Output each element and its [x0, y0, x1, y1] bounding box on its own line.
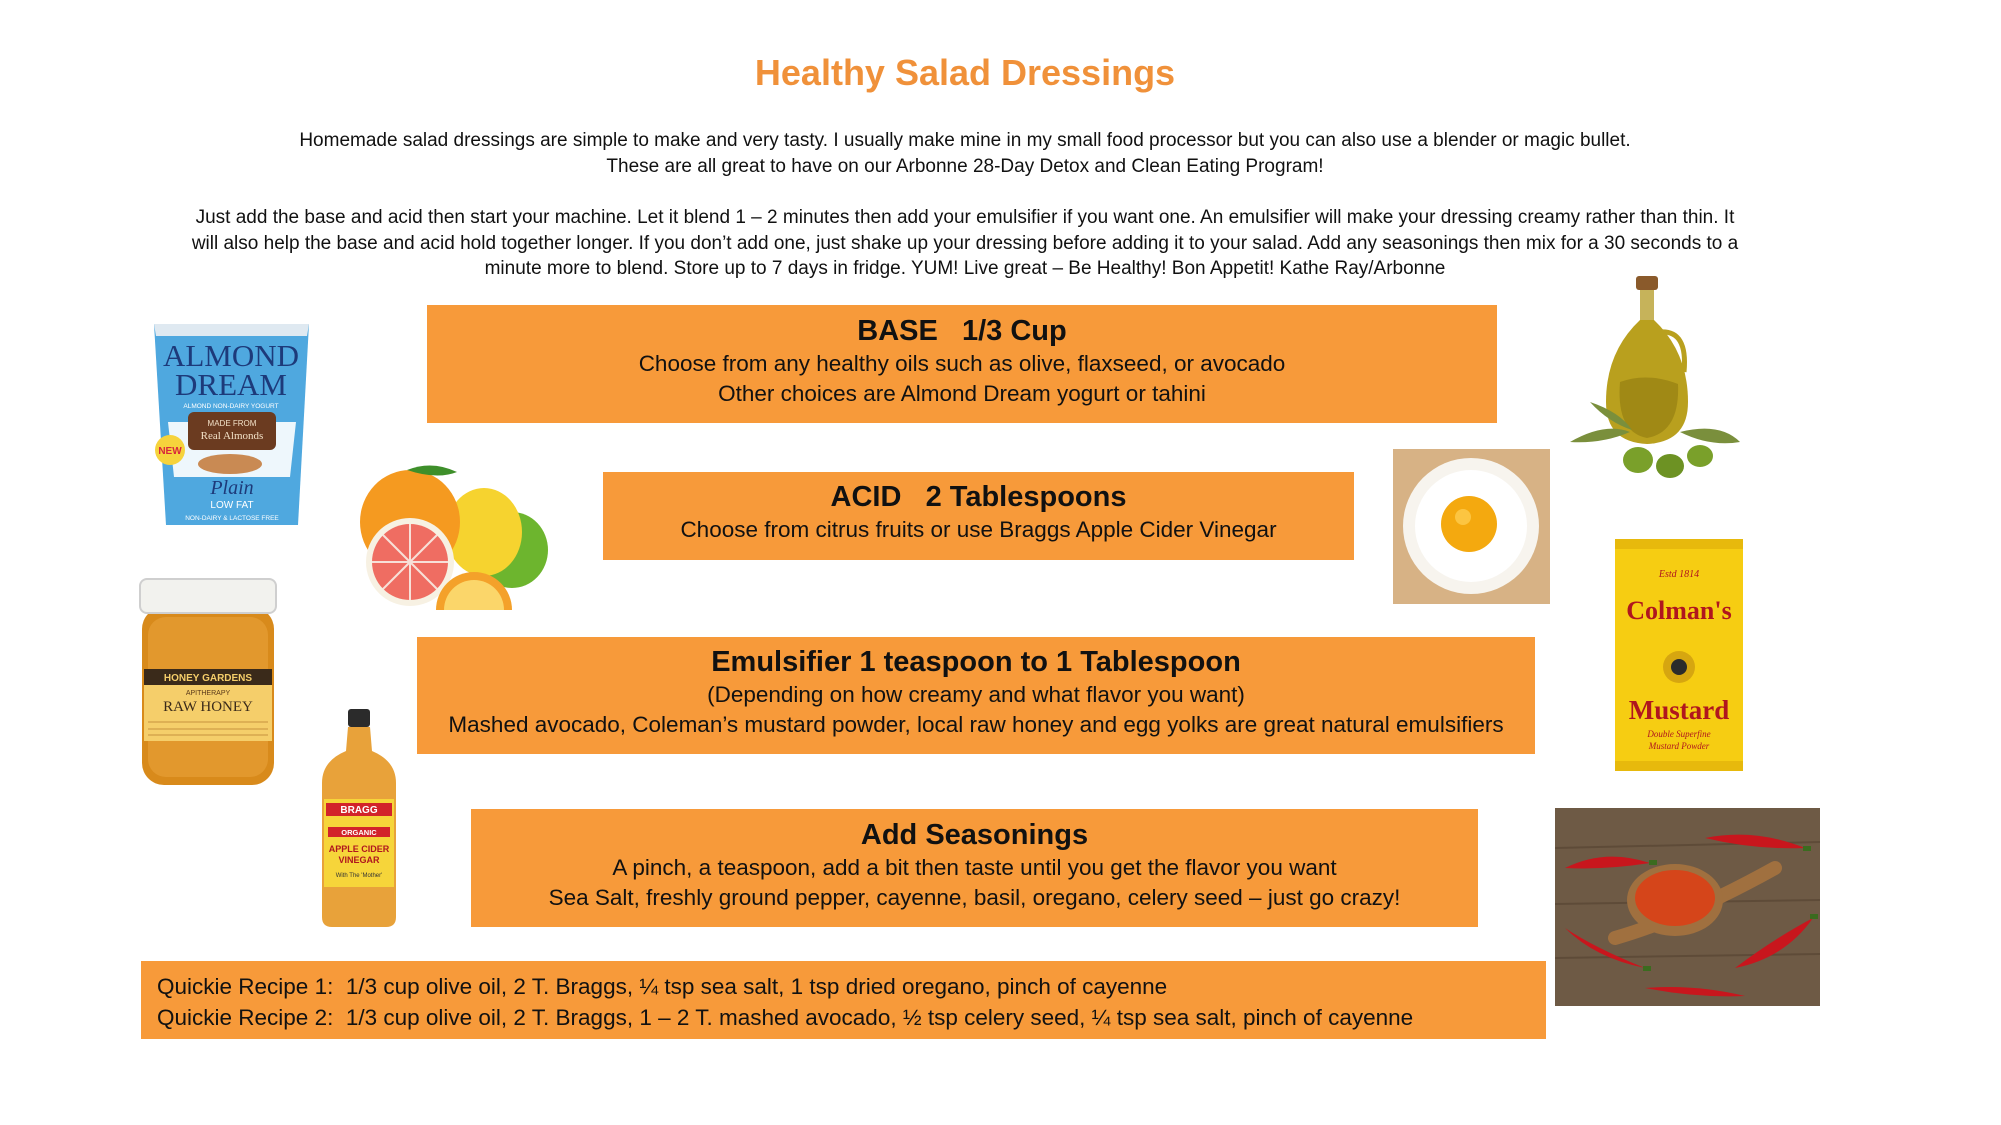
- instructions-line: will also help the base and acid hold together longer. If you don’t add one, just shake up your dressing before adding it to your salad. Add any seasonings then mix for a 30 seconds to a: [191, 232, 1739, 254]
- almond-badge-text: Real Almonds: [200, 430, 264, 442]
- seasonings-heading: Add Seasonings: [860, 819, 1089, 851]
- bragg-vinegar-bottle-image: [318, 707, 400, 929]
- almond-brand-text: DREAM: [175, 367, 287, 402]
- acid-heading: ACID 2 Tablespoons: [830, 481, 1127, 513]
- bragg-label-text: APPLE CIDER: [328, 844, 390, 854]
- mustard-brand-text: Colman's: [1626, 596, 1732, 625]
- emulsifier-heading: Emulsifier 1 teaspoon to 1 Tablespoon: [711, 646, 1241, 678]
- honey-brand-text: HONEY GARDENS: [163, 673, 253, 684]
- citrus-fruits-image: [352, 460, 550, 615]
- bragg-mother-text: With The 'Mother': [335, 873, 383, 879]
- mustard-estd-text: Estd 1814: [1658, 569, 1700, 580]
- almond-sub-text: ALMOND NON-DAIRY YOGURT: [183, 403, 279, 410]
- mustard-sub-text: Double Superfine: [1647, 729, 1711, 739]
- almond-lowfat-text: LOW FAT: [210, 500, 254, 511]
- chili-peppers-image: [1555, 808, 1820, 1006]
- honey-sub-text: APITHERAPY: [185, 690, 231, 697]
- recipe-line: Quickie Recipe 2: 1/3 cup olive oil, 2 T. Braggs, 1 – 2 T. mashed avocado, ½ tsp celery seed, ¼ tsp sea salt, pinch of cayenne: [157, 1005, 1414, 1030]
- olive-oil-bottle-image: [1560, 272, 1746, 494]
- emulsifier-line: (Depending on how creamy and what flavor you want): [707, 682, 1245, 707]
- seasonings-line: A pinch, a teaspoon, add a bit then taste until you get the flavor you want: [612, 855, 1337, 880]
- page-title: Healthy Salad Dressings: [754, 52, 1176, 93]
- base-line: Other choices are Almond Dream yogurt or tahini: [718, 381, 1206, 406]
- instructions-text: [0, 205, 1930, 282]
- almond-flavor-text: Plain: [210, 477, 254, 499]
- almond-new-badge: NEW: [158, 446, 182, 457]
- intro-text: [0, 128, 1930, 179]
- intro-line: Homemade salad dressings are simple to make and very tasty. I usually make mine in my small food processor but you can also use a blender or magic bullet.: [299, 130, 1631, 151]
- seasonings-section: [471, 809, 1478, 927]
- recipe-line: Quickie Recipe 1: 1/3 cup olive oil, 2 T. Braggs, ¼ tsp sea salt, 1 tsp dried oregano, pinch of cayenne: [157, 974, 1168, 999]
- almond-footer-text: NON-DAIRY & LACTOSE FREE: [185, 515, 279, 522]
- instructions-line: minute more to blend. Store up to 7 days in fridge. YUM! Live great – Be Healthy! Bon Appetit! Kathe Ray/Arbonne: [484, 258, 1446, 279]
- bragg-brand-text: BRAGG: [340, 805, 378, 816]
- egg-yolk-bowl-image: [1393, 449, 1550, 604]
- mustard-sub-text: Mustard Powder: [1648, 741, 1710, 751]
- almond-dream-yogurt-image: [150, 322, 313, 527]
- bragg-organic-text: ORGANIC: [341, 828, 377, 837]
- bragg-label-text: VINEGAR: [338, 855, 380, 865]
- instructions-line: Just add the base and acid then start your machine. Let it blend 1 – 2 minutes then add your emulsifier if you want one. An emulsifier will make your dressing creamy rather than thin. It: [195, 207, 1735, 228]
- almond-badge-text: MADE FROM: [207, 419, 257, 428]
- almond-brand-text: ALMOND: [162, 338, 300, 373]
- base-heading: BASE 1/3 Cup: [857, 315, 1067, 347]
- acid-line: Choose from citrus fruits or use Braggs Apple Cider Vinegar: [680, 517, 1277, 542]
- base-line: Choose from any healthy oils such as olive, flaxseed, or avocado: [638, 351, 1286, 376]
- emulsifier-line: Mashed avocado, Coleman’s mustard powder, local raw honey and egg yolks are great natural emulsifiers: [448, 712, 1504, 737]
- quickie-recipes: [141, 961, 1546, 1039]
- intro-line: These are all great to have on our Arbonne 28-Day Detox and Clean Eating Program!: [606, 155, 1324, 177]
- honey-name-text: RAW HONEY: [163, 699, 253, 715]
- base-section: [427, 305, 1497, 423]
- colmans-mustard-tin-image: [1613, 537, 1745, 773]
- raw-honey-jar-image: [134, 577, 282, 791]
- seasonings-line: Sea Salt, freshly ground pepper, cayenne, basil, oregano, celery seed – just go crazy!: [548, 885, 1401, 910]
- emulsifier-section: [417, 637, 1535, 754]
- mustard-name-text: Mustard: [1628, 695, 1730, 725]
- acid-section: [603, 472, 1354, 560]
